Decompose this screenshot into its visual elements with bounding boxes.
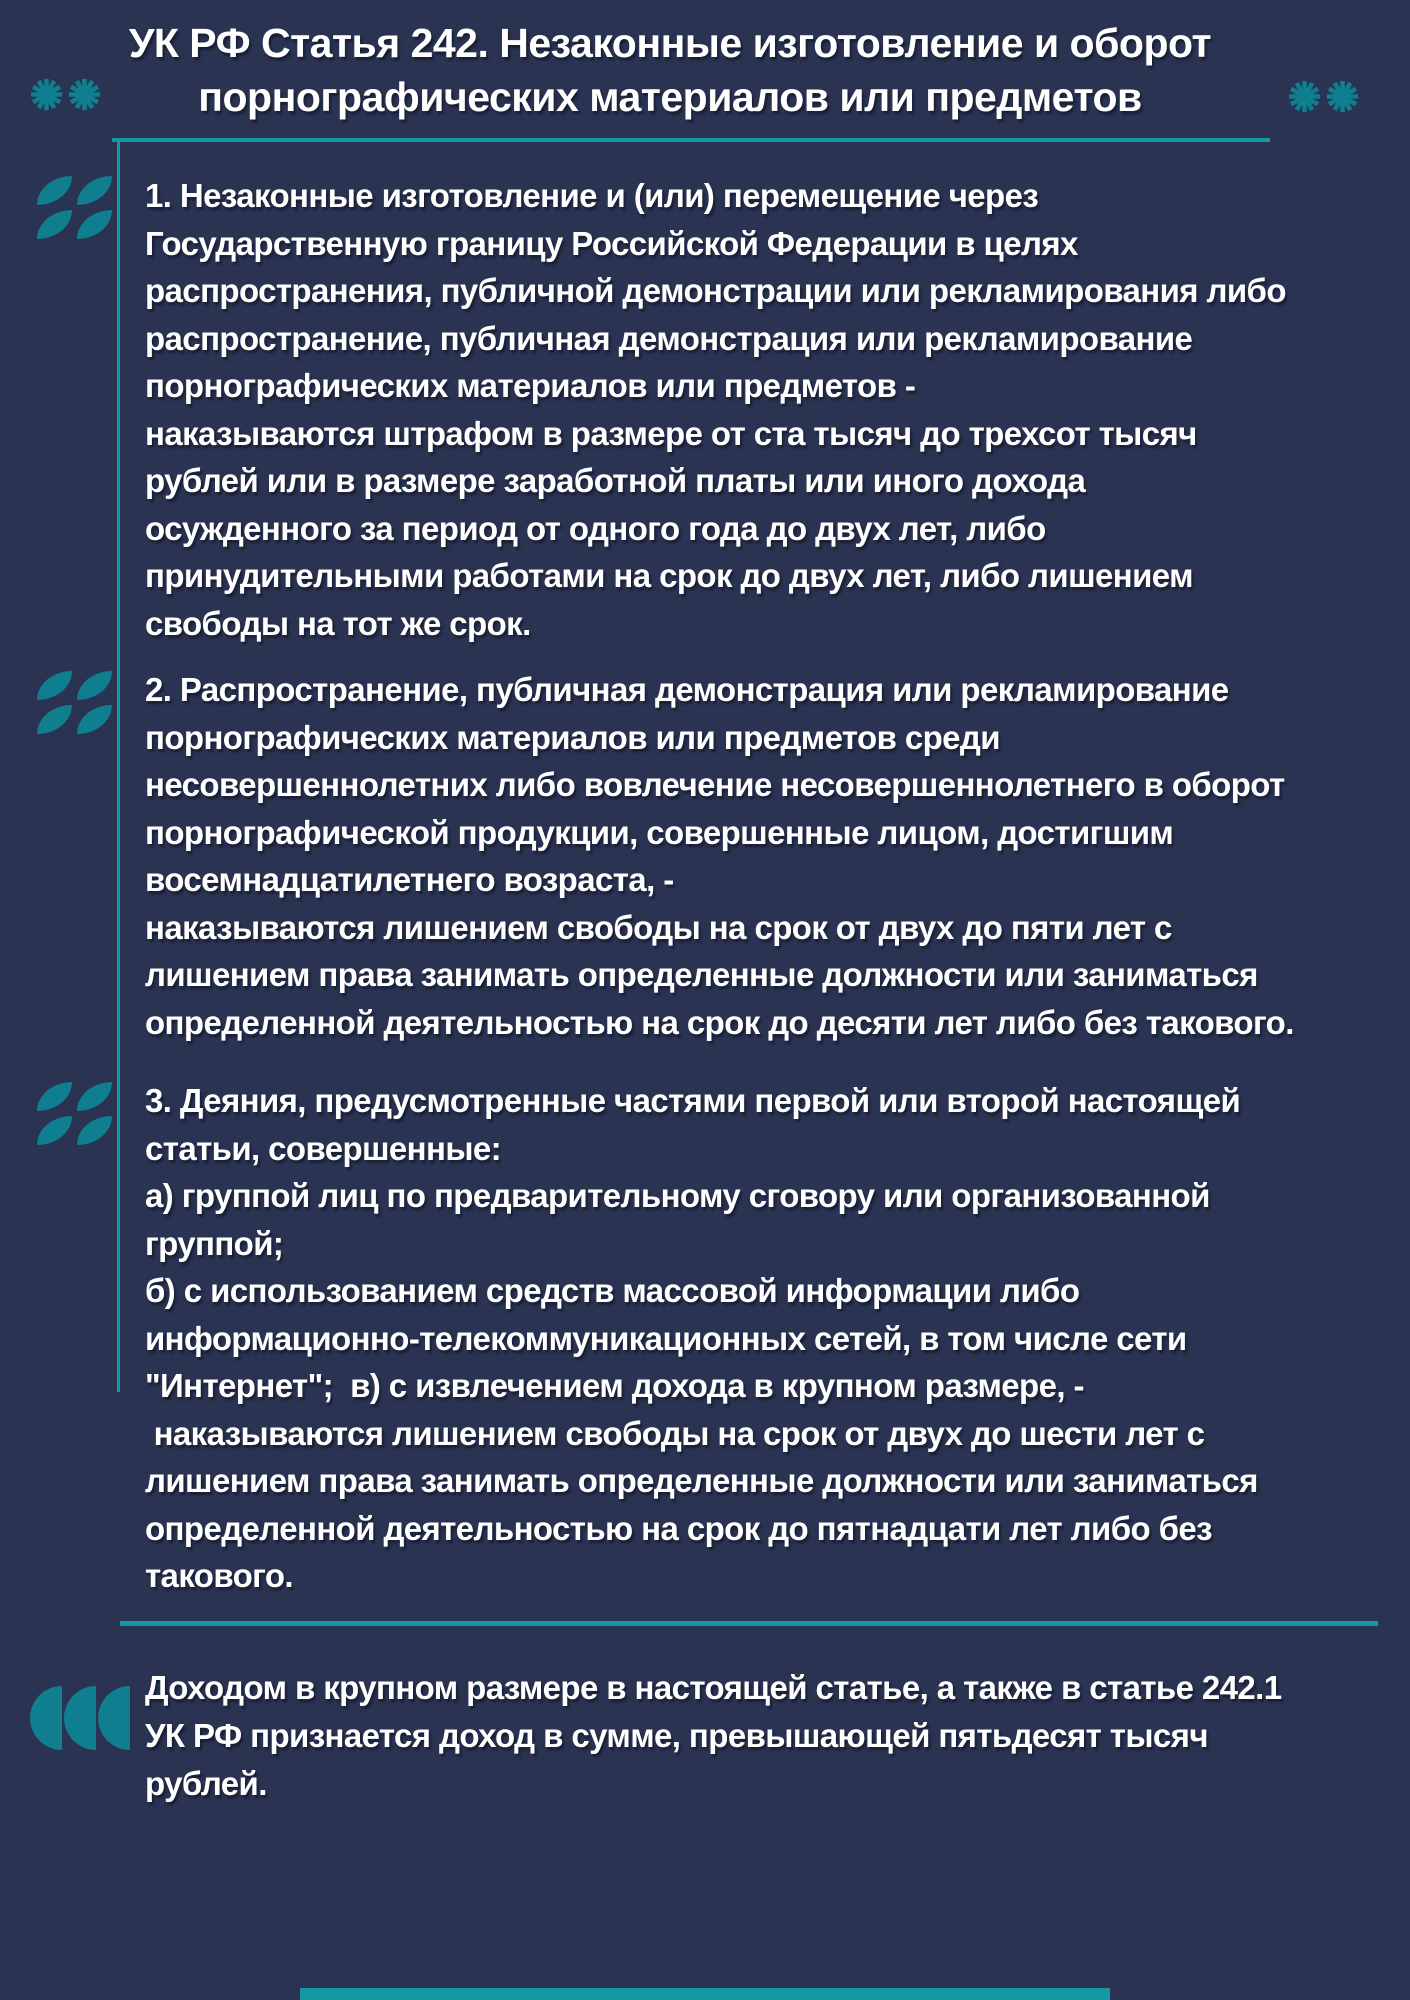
quote-icon-petal <box>77 176 112 205</box>
quote-icon <box>37 176 112 239</box>
starburst-icon <box>30 78 63 111</box>
text-line: наказываются лишением свободы на срок от двух до шести лет с <box>145 1414 1205 1452</box>
text-line: порнографических материалов или предметов - <box>145 367 916 404</box>
text-line: такового. <box>145 1557 293 1594</box>
text-line: рублей или в размере заработной платы или иного дохода <box>145 462 1086 499</box>
text-line: рублей. <box>145 1765 267 1802</box>
quote-icon-petal <box>77 210 112 239</box>
text-line: информационно-телекоммуникационных сетей, в том числе сети <box>145 1319 1187 1357</box>
page-title <box>60 16 1280 124</box>
text-line: восемнадцатилетнего возраста, - <box>145 861 674 898</box>
quote-icon-petal <box>77 705 112 734</box>
text-line: принудительными работами на срок до двух лет, либо лишением <box>145 557 1193 594</box>
text-line: группой; <box>145 1224 284 1262</box>
starburst-icon <box>1288 80 1321 113</box>
text-line: определенной деятельностью на срок до пятнадцати лет либо без <box>145 1509 1212 1547</box>
paragraph-1 <box>145 172 1286 647</box>
quote-icon-petal <box>37 671 72 700</box>
text-line: наказываются штрафом в размере от ста тысяч до трехсот тысяч <box>145 414 1197 452</box>
text-line: 2. Распространение, публичная демонстрация или рекламирование <box>145 671 1229 708</box>
quote-icon-petal <box>37 1116 72 1145</box>
quote-icon-petal <box>37 705 72 734</box>
quote-icon-petal <box>37 176 72 205</box>
text-line: распространения, публичной демонстрации или рекламирования либо <box>145 272 1286 309</box>
text-line: наказываются лишением свободы на срок от двух до пяти лет с <box>145 908 1172 946</box>
page-title-line: УК РФ Статья 242. Незаконные изготовление и оборот <box>128 20 1212 66</box>
quote-icon-petal <box>77 671 112 700</box>
quote-icon-petal <box>37 1082 72 1111</box>
header-right-decoration <box>1288 80 1359 113</box>
page-title-line: порнографических материалов или предметов <box>198 74 1142 120</box>
text-line: порнографических материалов или предметов среди <box>145 718 1000 756</box>
text-line: "Интернет"; в) с извлечением дохода в крупном размере, - <box>145 1367 1084 1404</box>
quote-icon-petal <box>77 1116 112 1145</box>
text-line: определенной деятельностью на срок до десяти лет либо без такового. <box>145 1003 1294 1041</box>
text-line: несовершеннолетних либо вовлечение несовершеннолетнего в оборот <box>145 766 1285 803</box>
paragraph-2 <box>145 666 1294 1046</box>
section-divider <box>120 1621 1378 1626</box>
text-line: 3. Деяния, предусмотренные частями первой или второй настоящей <box>145 1082 1241 1119</box>
text-line: б) с использованием средств массовой информации либо <box>145 1272 1080 1309</box>
opening-quote-crescent <box>30 1686 62 1750</box>
text-line: порнографической продукции, совершенные лицом, достигшим <box>145 813 1174 851</box>
bottom-accent-bar <box>300 1988 1110 2000</box>
note-paragraph <box>145 1664 1281 1808</box>
quote-icon-petal <box>37 210 72 239</box>
text-line: 1. Незаконные изготовление и (или) перемещение через <box>145 177 1039 214</box>
starburst-icon <box>1326 80 1359 113</box>
text-line: лишением права занимать определенные должности или заниматься <box>145 1462 1258 1499</box>
text-line: распространение, публичная демонстрация или рекламирование <box>145 319 1193 357</box>
text-line: Государственную границу Российской Федерации в целях <box>145 224 1078 262</box>
quote-icon <box>37 1082 112 1145</box>
text-line: лишением права занимать определенные должности или заниматься <box>145 956 1258 993</box>
title-underline <box>112 138 1270 142</box>
quote-icon <box>37 671 112 734</box>
text-line: Доходом в крупном размере в настоящей статье, а также в статье 242.1 <box>145 1669 1282 1706</box>
text-line: статьи, совершенные: <box>145 1129 502 1167</box>
opening-quote-crescent <box>98 1686 130 1750</box>
quote-icon-petal <box>77 1082 112 1111</box>
text-line: УК РФ признается доход в сумме, превышающей пятьдесят тысяч <box>145 1717 1208 1754</box>
paragraph-3 <box>145 1077 1258 1600</box>
text-line: а) группой лиц по предварительному сговору или организованной <box>145 1177 1210 1214</box>
opening-quote-crescent <box>64 1686 96 1750</box>
opening-quote-icon <box>30 1686 130 1750</box>
text-line: осужденного за период от одного года до двух лет, либо <box>145 509 1046 547</box>
paragraph-accent-line <box>117 141 120 1392</box>
text-line: свободы на тот же срок. <box>145 604 531 642</box>
